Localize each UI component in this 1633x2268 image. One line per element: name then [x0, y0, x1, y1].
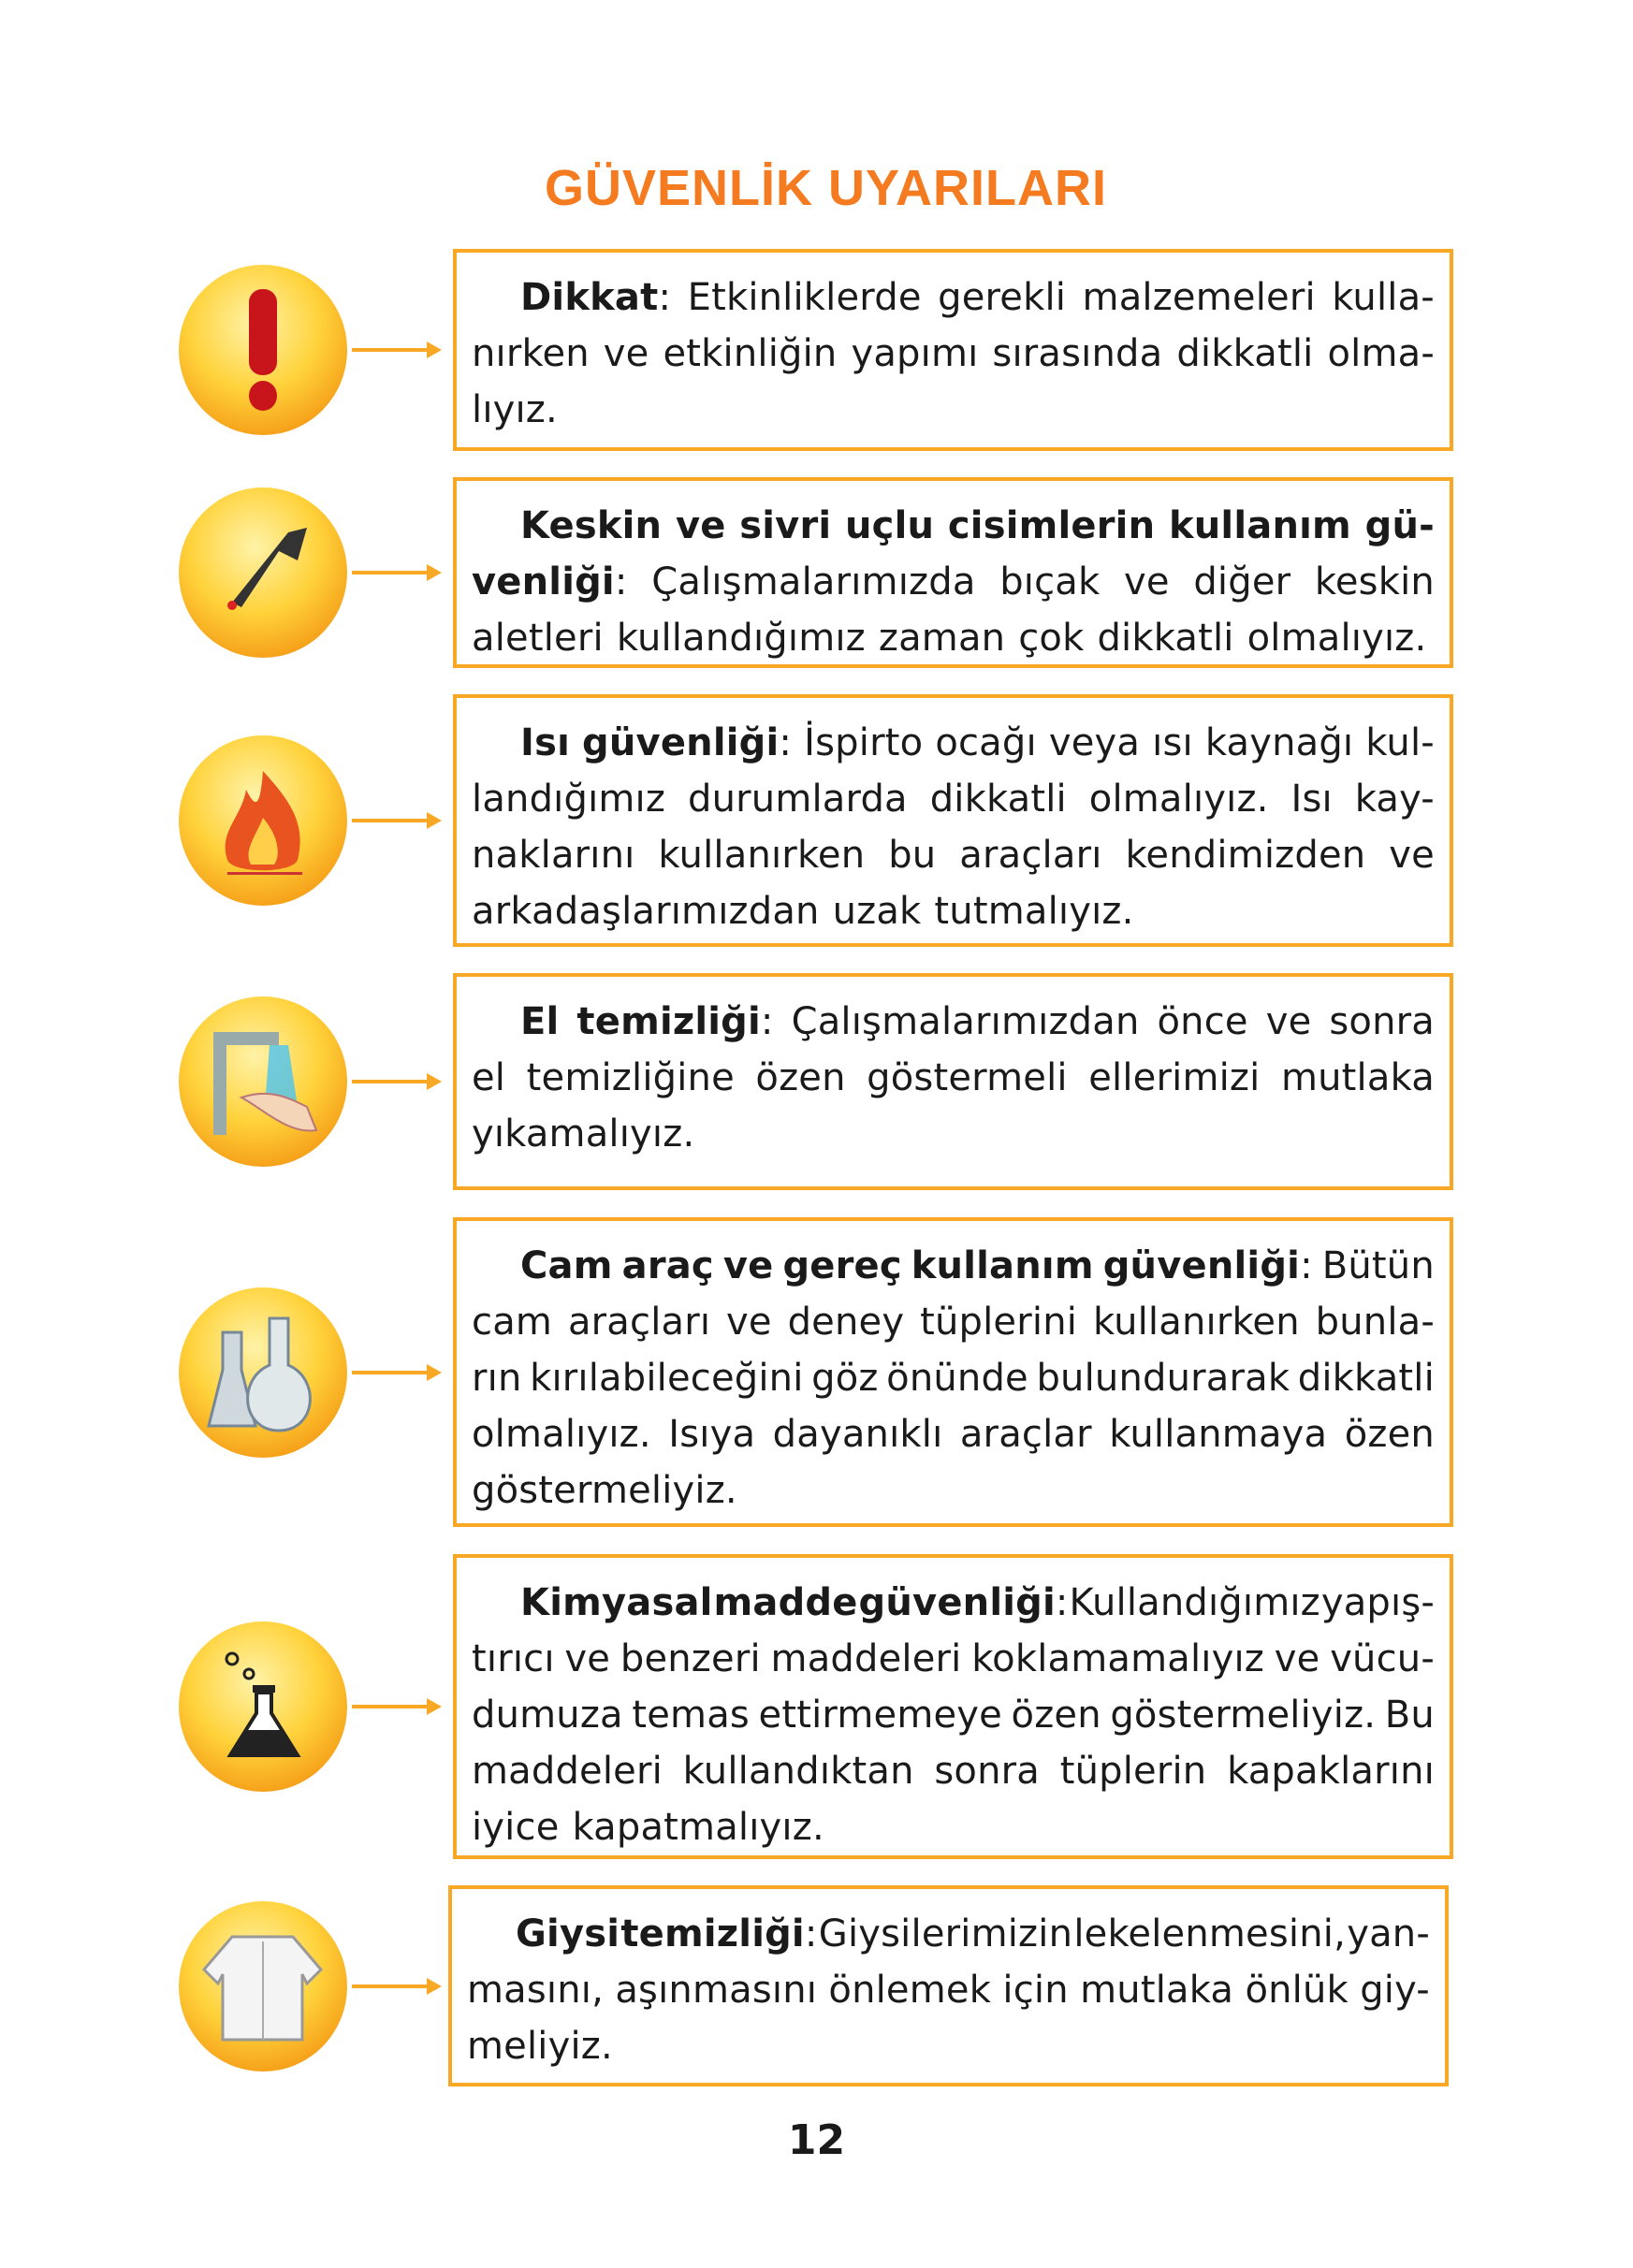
exclamation-icon: [176, 263, 350, 437]
knife-icon: [176, 486, 350, 660]
text-line: olmalıyız. Isıya dayanıklı araçlar kullanmaya özen: [472, 1413, 1435, 1456]
text-line: meliyiz.: [467, 2025, 613, 2068]
text-line: iyice kapatmalıyız.: [472, 1806, 824, 1849]
glass-flask-icon: [176, 1286, 350, 1460]
warning-box: [453, 249, 1453, 451]
text-line: Cam araç ve gereç kullanım güvenliği: Bütün: [520, 1244, 1435, 1287]
arrow-icon: [352, 809, 442, 832]
text-line: Kimyasal madde güvenliği: Kullandığımız yapış-: [520, 1581, 1435, 1624]
text-line: El temizliği: Çalışmalarımızdan önce ve sonra: [520, 1000, 1435, 1043]
arrow-icon: [352, 339, 442, 361]
warning-box: [453, 477, 1453, 668]
text-line: masını, aşınmasını önlemek için mutlaka önlük giy-: [467, 1969, 1430, 2012]
page-number: 12: [787, 2116, 846, 2164]
warning-box: [453, 1217, 1453, 1527]
fire-icon: [176, 734, 350, 908]
text-line: lıyız.: [472, 388, 558, 431]
text-line: Keskin ve sivri uçlu cisimlerin kullanım gü-: [520, 504, 1435, 547]
warning-box: [453, 1554, 1453, 1859]
arrow-icon: [352, 1361, 442, 1384]
warning-box: [448, 1885, 1449, 2086]
text-line: maddeleri kullandıktan sonra tüplerin kapaklarını: [472, 1750, 1435, 1793]
text-line: venliği: Çalışmalarımızda bıçak ve diğer keskin: [472, 560, 1435, 603]
text-line: aletleri kullandığımız zaman çok dikkatli olmalıyız.: [472, 617, 1427, 660]
text-line: naklarını kullanırken bu araçları kendimizden ve: [472, 834, 1435, 877]
text-line: Isı güvenliği: İspirto ocağı veya ısı kaynağı kul-: [520, 721, 1435, 764]
text-line: nırken ve etkinliğin yapımı sırasında dikkatli olma-: [472, 332, 1435, 375]
text-line: yıkamalıyız.: [472, 1112, 695, 1156]
text-line: Giysi temizliği: Giysilerimizin lekelenmesini, yan-: [516, 1912, 1430, 1955]
arrow-icon: [352, 1070, 442, 1093]
chemical-flask-icon: [176, 1620, 350, 1794]
text-line: el temizliğine özen göstermeli ellerimizi mutlaka: [472, 1056, 1435, 1099]
arrow-icon: [352, 1695, 442, 1718]
text-line: cam araçları ve deney tüplerini kullanırken bunla-: [472, 1301, 1435, 1344]
text-line: arkadaşlarımızdan uzak tutmalıyız.: [472, 890, 1134, 933]
text-line: landığımız durumlarda dikkatli olmalıyız. Isı kay-: [472, 778, 1435, 821]
page-title: GÜVENLİK UYARILARI: [544, 160, 1108, 216]
warning-box: [453, 973, 1453, 1190]
lab-coat-icon: [176, 1899, 350, 2073]
text-line: rın kırılabileceğini göz önünde bulundurarak dikkatli: [472, 1357, 1435, 1400]
arrow-icon: [352, 1975, 442, 1998]
text-line: Dikkat: Etkinliklerde gerekli malzemeleri kulla-: [520, 276, 1435, 319]
text-line: dumuza temas ettirmemeye özen göstermeliyiz. Bu: [472, 1694, 1435, 1737]
warning-box: [453, 694, 1453, 947]
text-line: tırıcı ve benzeri maddeleri koklamamalıyız ve vücu-: [472, 1637, 1435, 1680]
arrow-icon: [352, 561, 442, 584]
hand-washing-icon: [176, 995, 350, 1169]
text-line: göstermeliyiz.: [472, 1469, 737, 1512]
